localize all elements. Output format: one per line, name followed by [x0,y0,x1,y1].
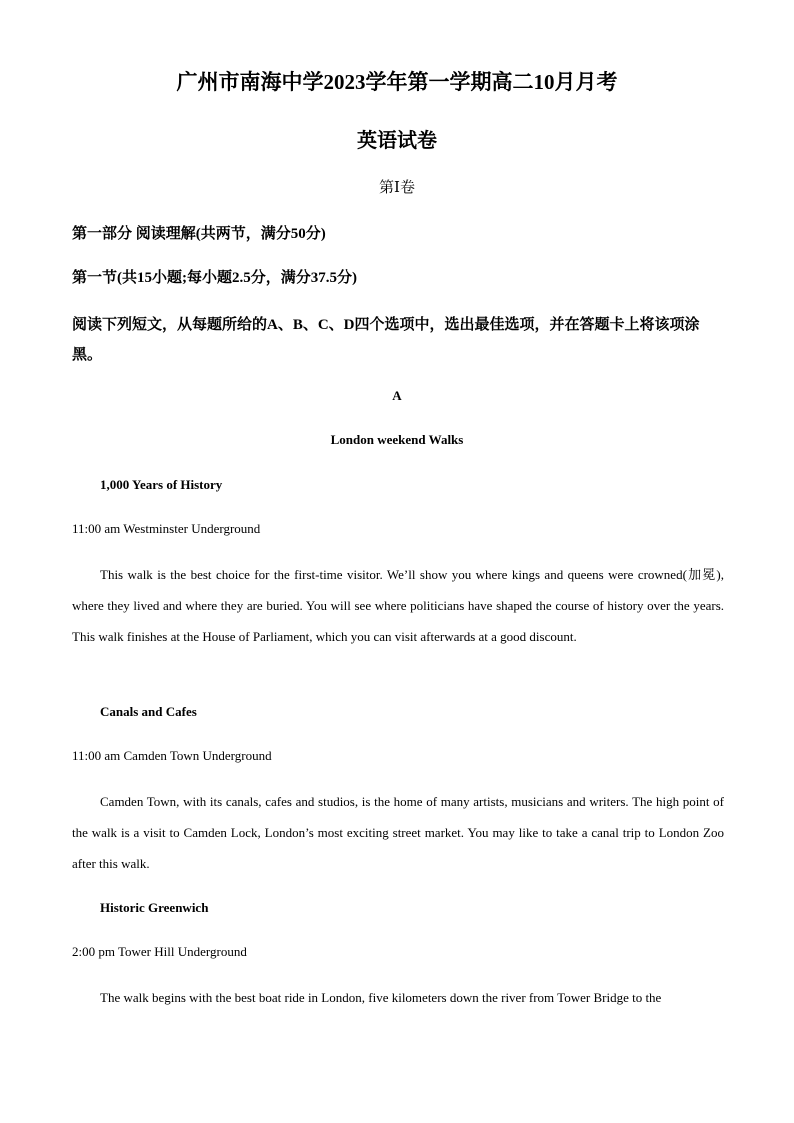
walk-name: Historic Greenwich [100,900,209,915]
exam-title: 广州市南海中学2023学年第一学期高二10月月考 [176,70,618,94]
passage-letter: A [392,388,402,403]
walk-time: 11:00 am Camden Town Underground [72,748,272,763]
walk-description: Camden Town, with its canals, cafes and studios, is the home of many artists, musicians and writers. The high point of the walk is a visit to Camden Lock, London’s most exciting street market. You may like to take a canal trip to London Zoo after this walk. [72,794,724,871]
exam-subtitle: 英语试卷 [357,130,437,152]
walk-description: The walk begins with the best boat ride in London, five kilometers down the river from Tower Bridge to the [100,990,662,1005]
walk-time: 2:00 pm Tower Hill Underground [72,944,247,959]
volume-label: 第Ⅰ卷 [379,180,415,196]
part-heading: 第一部分 阅读理解(共两节，满分50分) [72,226,326,242]
walk-description: This walk is the best choice for the first-time visitor. We’ll show you where kings and queens were crowned(加冕), where they lived and where they are buried. You will see where politicians have shaped the course of history over the years. This walk finishes at the House of Parliament, which you can visit afterwards at a good discount. [72,567,724,644]
passage-title: London weekend Walks [330,432,464,447]
walk-name: Canals and Cafes [100,704,197,719]
section-heading: 第一节(共15小题;每小题2.5分，满分37.5分) [72,270,357,286]
instructions: 阅读下列短文，从每题所给的A、B、C、D四个选项中，选出最佳选项，并在答题卡上将该项涂黑。 [72,317,700,363]
walk-time: 11:00 am Westminster Underground [72,521,261,536]
walk-name: 1,000 Years of History [100,477,223,492]
